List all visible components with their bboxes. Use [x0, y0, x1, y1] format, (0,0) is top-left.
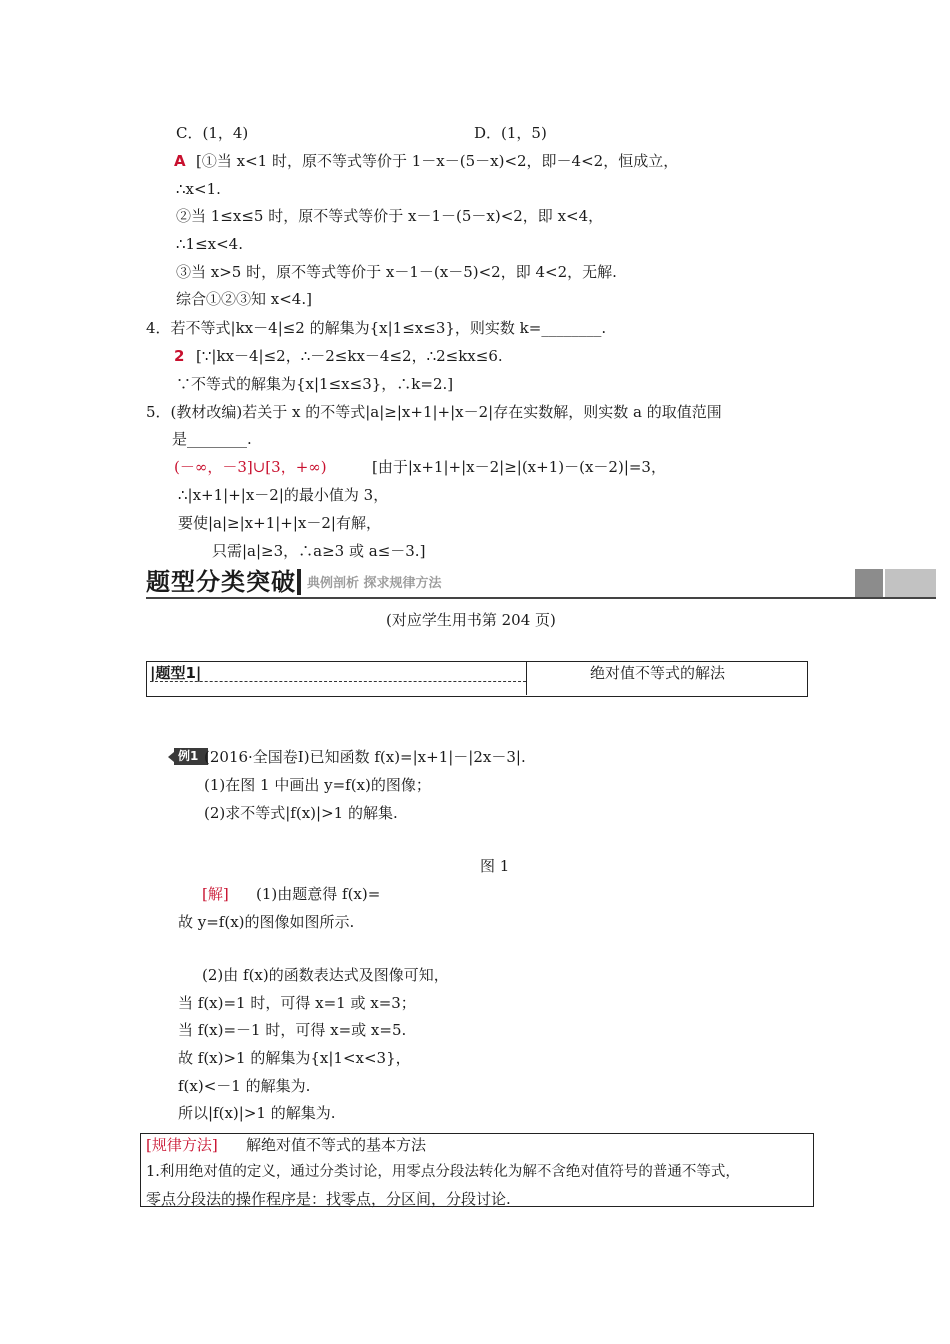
- solution-line-3: (2)由 f(x)的函数表达式及图像可知，: [202, 966, 449, 984]
- option-d: D．(1，5): [474, 124, 547, 142]
- q5-solution-line-1: [由于|x+1|+|x－2|≥|(x+1)－(x－2)|=3，: [372, 458, 666, 476]
- question-4: 4．若不等式|kx－4|≤2 的解集为{x|1≤x≤3}，则实数 k=________.: [146, 319, 607, 337]
- solution-line-1: (1)由题意得 f(x)=: [256, 885, 381, 903]
- question-5-line-2: 是________.: [172, 430, 252, 448]
- solution-line-4: 当 f(x)=1 时，可得 x=1 或 x=3；: [178, 994, 416, 1012]
- example-line-3: (2)求不等式|f(x)|>1 的解集.: [204, 804, 398, 822]
- q4-solution-line-1: [∵|kx－4|≤2，∴－2≤kx－4≤2，∴2≤kx≤6.: [196, 347, 503, 365]
- method-tag: [规律方法]: [146, 1136, 218, 1154]
- q3-solution-line-3: ②当 1≤x≤5 时，原不等式等价于 x－1－(5－x)<2，即 x<4，: [176, 207, 604, 225]
- example-tag: [174, 748, 208, 765]
- solution-line-7: f(x)<－1 的解集为.: [178, 1077, 311, 1095]
- method-title: 解绝对值不等式的基本方法: [246, 1136, 427, 1154]
- q3-answer: A: [174, 152, 186, 170]
- q3-solution-line-2: ∴x<1.: [176, 180, 221, 198]
- solution-tag: [解]: [202, 885, 229, 903]
- question-5-line-1: 5．(教材改编)若关于 x 的不等式|a|≥|x+1|+|x－2|存在实数解，则实数 a 的取值范围: [146, 403, 722, 421]
- solution-line-5: 当 f(x)=－1 时，可得 x=或 x=5.: [178, 1021, 407, 1039]
- method-line-1: 1.利用绝对值的定义，通过分类讨论，用零点分段法转化为解不含绝对值符号的普通不等式，: [146, 1164, 740, 1180]
- example-tag-label: 例1: [178, 749, 199, 763]
- q4-answer: 2: [174, 347, 185, 365]
- q5-solution-line-2: ∴|x+1|+|x－2|的最小值为 3，: [178, 486, 389, 504]
- example-line-1: (2016·全国卷Ⅰ)已知函数 f(x)=|x+1|－|2x－3|.: [204, 748, 526, 766]
- question-type-separator: [526, 661, 527, 695]
- banner-block-dark: [855, 569, 883, 597]
- example-line-2: (1)在图 1 中画出 y=f(x)的图像；: [204, 776, 431, 794]
- figure-caption: 图 1: [480, 857, 510, 875]
- example-tag-arrow-icon: [168, 752, 174, 762]
- section-banner-subtitle: 典例剖析 探求规律方法: [307, 576, 442, 591]
- question-type-dashed-line: [150, 681, 526, 682]
- banner-rule: [146, 597, 936, 599]
- banner-block-light: [885, 569, 936, 597]
- banner-divider-bar: [297, 569, 301, 595]
- q5-solution-line-3: 要使|a|≥|x+1|+|x－2|有解，: [178, 514, 381, 532]
- solution-line-8: 所以|f(x)|>1 的解集为.: [178, 1104, 336, 1122]
- solution-line-6: 故 f(x)>1 的解集为{x|1<x<3}，: [178, 1049, 411, 1067]
- solution-line-2: 故 y=f(x)的图像如图所示.: [178, 913, 355, 931]
- q4-solution-line-2: ∵不等式的解集为{x|1≤x≤3}，∴k=2.]: [176, 375, 454, 393]
- question-type-title: 绝对值不等式的解法: [590, 664, 726, 682]
- q5-solution-line-4: 只需|a|≥3，∴a≥3 或 a≤－3.]: [212, 542, 426, 560]
- q3-solution-line-4: ∴1≤x<4.: [176, 235, 243, 253]
- q3-solution-line-1: [①当 x<1 时，原不等式等价于 1－x－(5－x)<2，即－4<2，恒成立，: [196, 152, 679, 170]
- question-type-label: |题型1|: [150, 664, 202, 682]
- page-reference: (对应学生用书第 204 页): [386, 611, 556, 629]
- method-line-2: 零点分段法的操作程序是：找零点，分区间，分段讨论.: [146, 1190, 511, 1208]
- option-c: C．(1，4): [176, 124, 249, 142]
- q3-solution-line-5: ③当 x>5 时，原不等式等价于 x－1－(x－5)<2，即 4<2，无解.: [176, 263, 617, 281]
- q3-solution-line-6: 综合①②③知 x<4.]: [176, 290, 312, 308]
- q5-answer: (－∞，－3]∪[3，+∞): [174, 458, 327, 476]
- section-banner-title: 题型分类突破: [146, 568, 296, 596]
